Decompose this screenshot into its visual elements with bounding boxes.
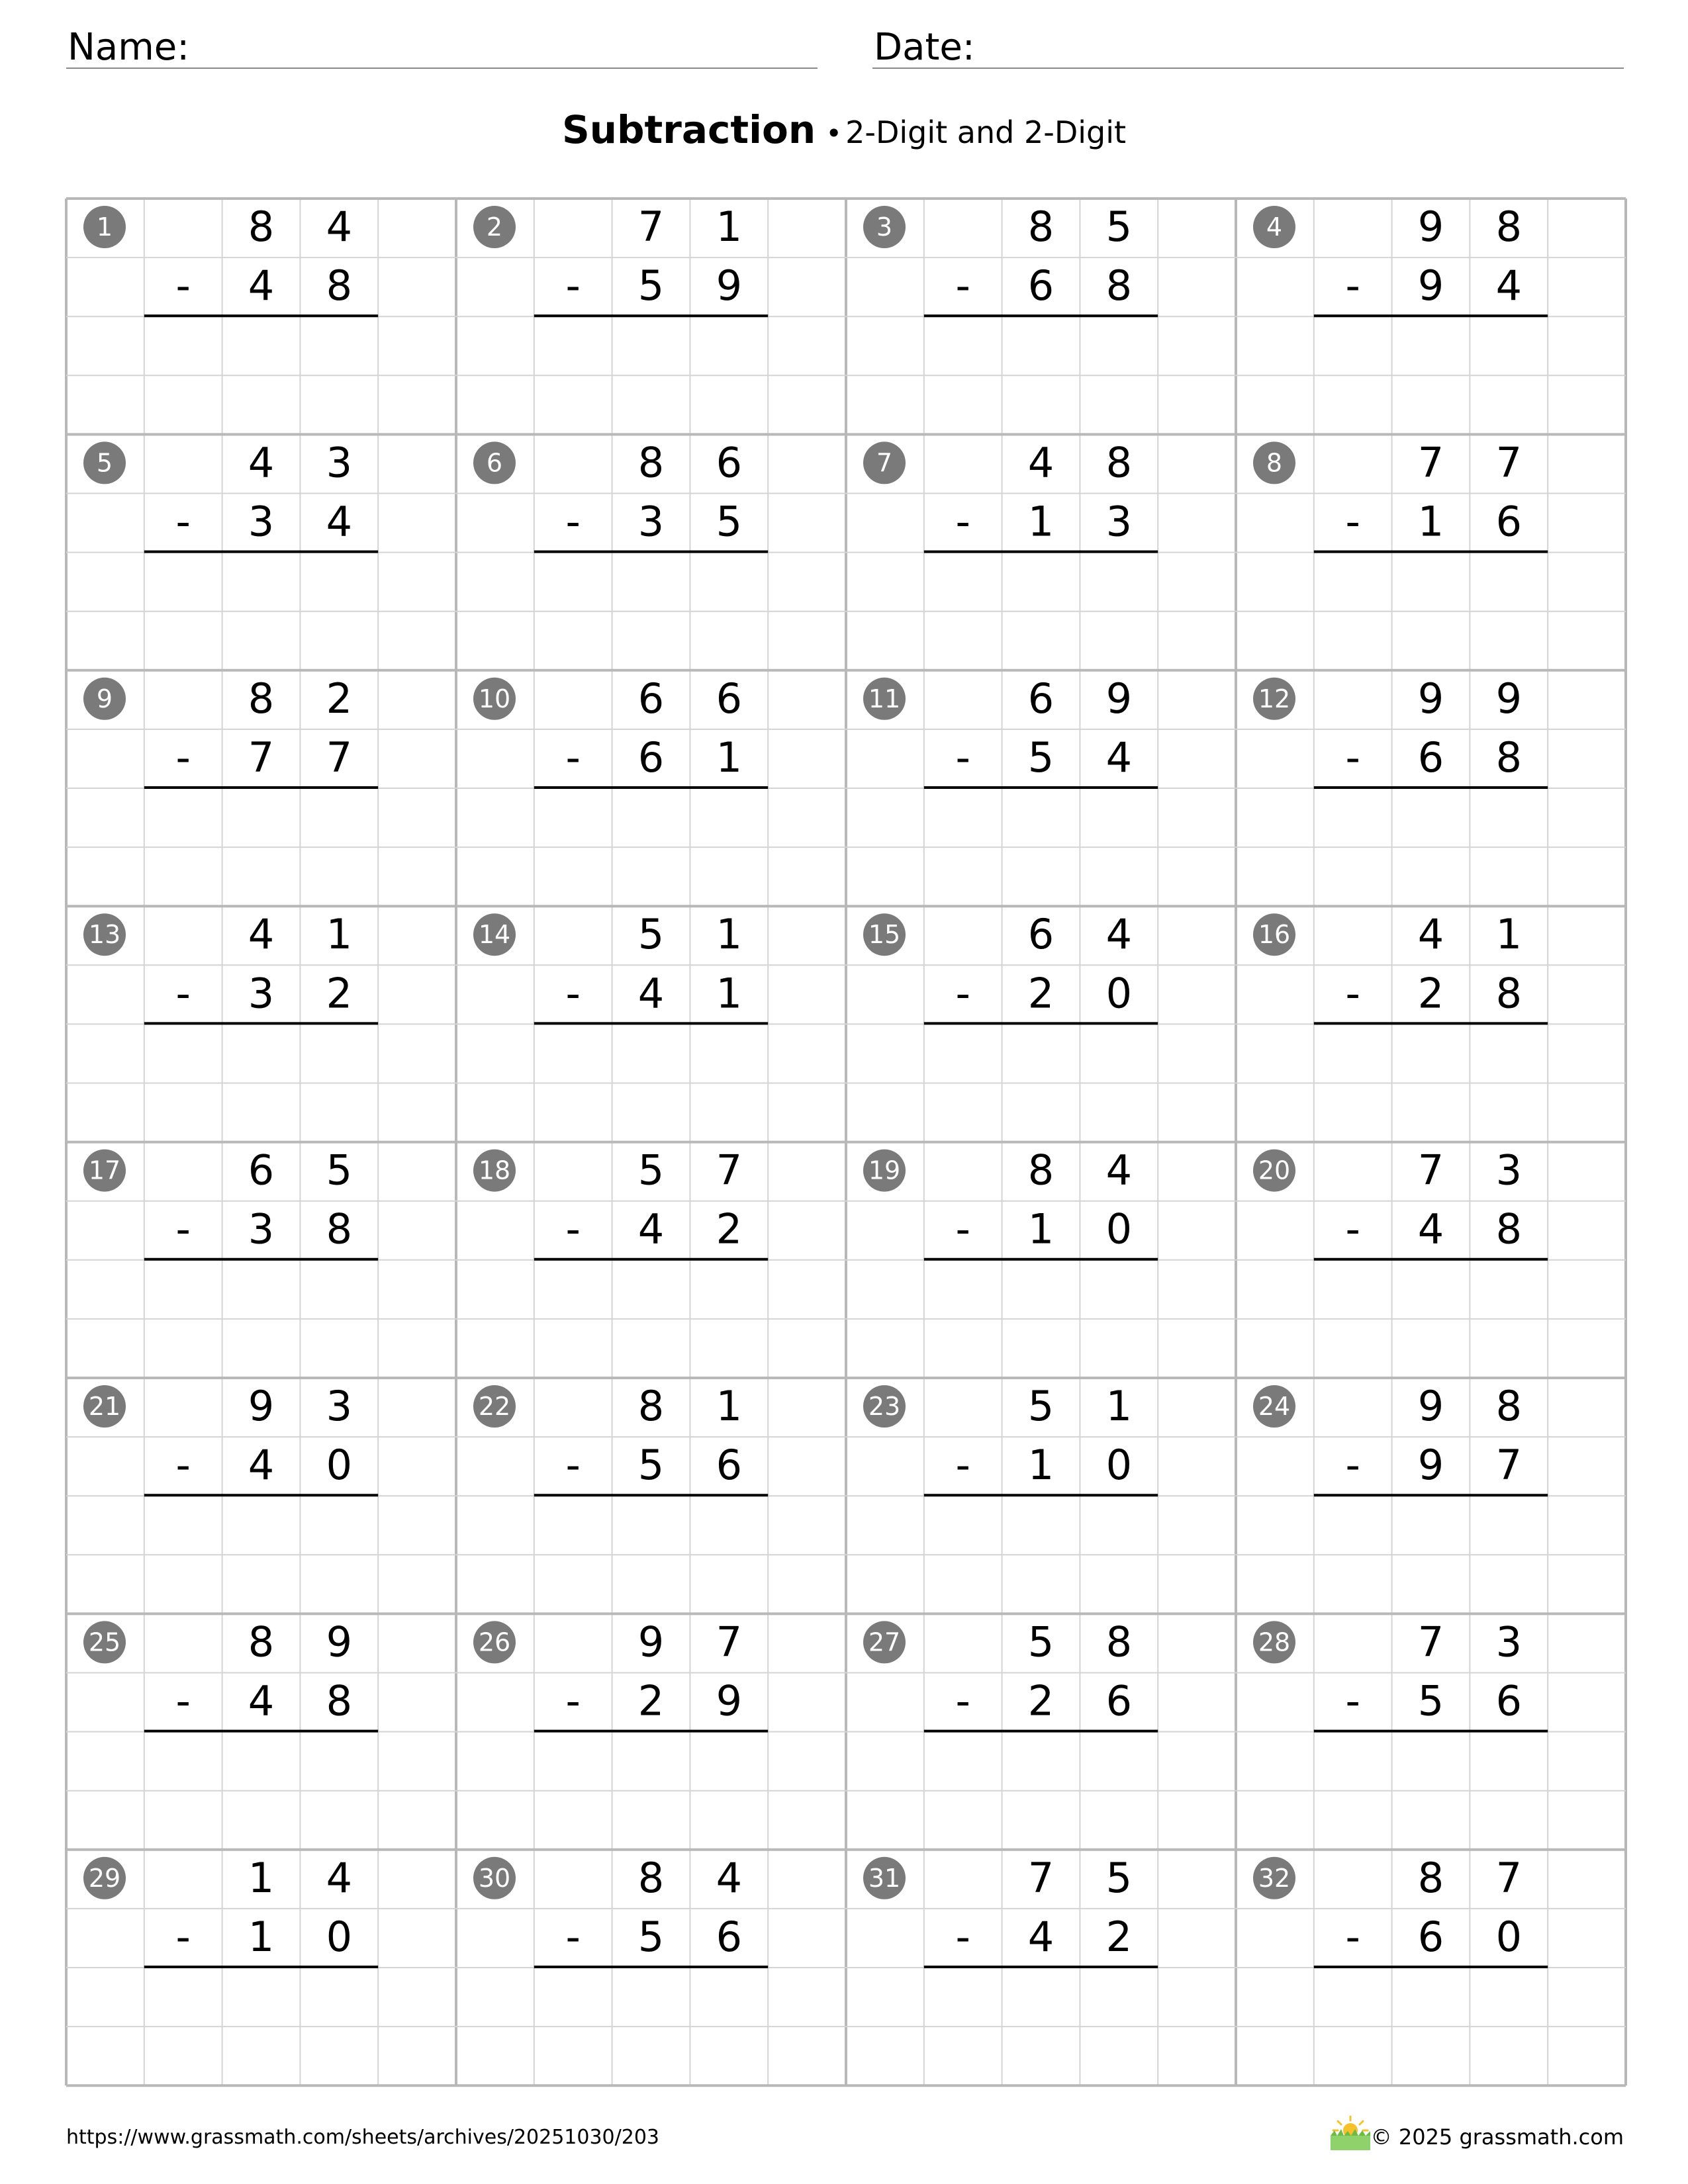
minuend-digit: 5 <box>326 1146 353 1195</box>
minuend-digit: 1 <box>716 1382 743 1430</box>
subtrahend-digit: 4 <box>637 969 665 1018</box>
minuend-digit: 7 <box>1027 1853 1055 1902</box>
minuend-digit: 6 <box>1027 674 1055 723</box>
subtrahend-digit: 0 <box>1105 1441 1133 1490</box>
problem-number: 5 <box>96 448 113 478</box>
minuend-digit: 7 <box>1417 1146 1444 1195</box>
problem-number: 9 <box>96 684 113 713</box>
minuend-digit: 9 <box>1417 203 1444 251</box>
problem-number: 2 <box>486 212 503 242</box>
subtrahend-digit: 5 <box>637 1912 665 1961</box>
minuend-digit: 4 <box>716 1853 743 1902</box>
problem-number: 27 <box>868 1627 901 1657</box>
problem-number: 13 <box>88 920 121 950</box>
minuend-digit: 4 <box>1027 438 1055 487</box>
date-label: Date: <box>874 26 975 69</box>
subtrahend-digit: 3 <box>248 969 275 1018</box>
subtrahend-digit: 2 <box>1027 1676 1055 1725</box>
subtrahend-digit: 9 <box>716 261 743 310</box>
minus-sign: - <box>955 1676 970 1725</box>
minuend-digit: 7 <box>716 1146 743 1195</box>
minuend-digit: 4 <box>248 910 275 959</box>
minuend-digit: 1 <box>326 910 353 959</box>
problem-number: 19 <box>868 1156 901 1185</box>
minus-sign: - <box>1345 1676 1360 1725</box>
minus-sign: - <box>565 733 581 782</box>
subtrahend-digit: 1 <box>1027 497 1055 546</box>
minuend-digit: 6 <box>248 1146 275 1195</box>
minus-sign: - <box>565 261 581 310</box>
minuend-digit: 7 <box>1417 1617 1444 1666</box>
minus-sign: - <box>175 1676 191 1725</box>
problem-number: 11 <box>868 684 901 713</box>
subtrahend-digit: 2 <box>637 1676 665 1725</box>
minus-sign: - <box>1345 497 1360 546</box>
subtrahend-digit: 2 <box>1027 969 1055 1018</box>
subtrahend-digit: 4 <box>248 1676 275 1725</box>
subtrahend-digit: 3 <box>1105 497 1133 546</box>
minuend-digit: 3 <box>1495 1146 1523 1195</box>
minuend-digit: 4 <box>326 1853 353 1902</box>
minuend-digit: 4 <box>1105 1146 1133 1195</box>
minus-sign: - <box>955 1205 970 1253</box>
subtrahend-digit: 1 <box>716 969 743 1018</box>
name-label: Name: <box>68 26 190 69</box>
subtrahend-digit: 8 <box>1495 733 1523 782</box>
problem-number: 8 <box>1266 448 1283 478</box>
minuend-digit: 7 <box>1495 1853 1523 1902</box>
minuend-digit: 8 <box>1417 1853 1444 1902</box>
minuend-digit: 8 <box>637 438 665 487</box>
minuend-digit: 8 <box>637 1853 665 1902</box>
subtrahend-digit: 7 <box>326 733 353 782</box>
minuend-digit: 7 <box>716 1617 743 1666</box>
subtrahend-digit: 9 <box>716 1676 743 1725</box>
minuend-digit: 4 <box>326 203 353 251</box>
subtrahend-digit: 5 <box>1417 1676 1444 1725</box>
minus-sign: - <box>955 1441 970 1490</box>
minus-sign: - <box>955 969 970 1018</box>
minus-sign: - <box>565 497 581 546</box>
minuend-digit: 5 <box>1027 1617 1055 1666</box>
subtrahend-digit: 4 <box>637 1205 665 1253</box>
minuend-digit: 9 <box>1417 1382 1444 1430</box>
subtrahend-digit: 1 <box>1027 1441 1055 1490</box>
footer-url: https://www.grassmath.com/sheets/archives/20251030/203 <box>66 2126 660 2149</box>
minuend-digit: 4 <box>1105 910 1133 959</box>
minus-sign: - <box>1345 733 1360 782</box>
subtrahend-digit: 7 <box>1495 1441 1523 1490</box>
minuend-digit: 8 <box>1495 203 1523 251</box>
minuend-digit: 9 <box>637 1617 665 1666</box>
minuend-digit: 7 <box>637 203 665 251</box>
minuend-digit: 9 <box>1105 674 1133 723</box>
problem-number: 29 <box>88 1863 121 1893</box>
minus-sign: - <box>565 969 581 1018</box>
subtrahend-digit: 8 <box>326 1676 353 1725</box>
subtrahend-digit: 4 <box>248 261 275 310</box>
subtrahend-digit: 2 <box>326 969 353 1018</box>
subtrahend-digit: 0 <box>326 1441 353 1490</box>
problem-number: 17 <box>88 1156 121 1185</box>
subtrahend-digit: 6 <box>637 733 665 782</box>
subtrahend-digit: 1 <box>716 733 743 782</box>
minuend-digit: 3 <box>326 438 353 487</box>
minus-sign: - <box>175 733 191 782</box>
subtrahend-digit: 8 <box>1495 1205 1523 1253</box>
minuend-digit: 9 <box>1495 674 1523 723</box>
minus-sign: - <box>955 733 970 782</box>
subtrahend-digit: 0 <box>1495 1912 1523 1961</box>
subtrahend-digit: 0 <box>1105 969 1133 1018</box>
minuend-digit: 8 <box>248 203 275 251</box>
subtrahend-digit: 5 <box>637 1441 665 1490</box>
problem-number: 26 <box>478 1627 511 1657</box>
subtrahend-digit: 8 <box>1495 969 1523 1018</box>
problem-number: 28 <box>1258 1627 1291 1657</box>
problem-number: 20 <box>1258 1156 1291 1185</box>
minuend-digit: 3 <box>326 1382 353 1430</box>
problem-number: 3 <box>876 212 893 242</box>
problem-number: 23 <box>868 1392 901 1421</box>
minus-sign: - <box>565 1441 581 1490</box>
subtrahend-digit: 6 <box>1105 1676 1133 1725</box>
subtrahend-digit: 6 <box>1417 733 1444 782</box>
problem-number: 1 <box>96 212 113 242</box>
problem-number: 10 <box>478 684 511 713</box>
subtrahend-digit: 5 <box>1027 733 1055 782</box>
problem-number: 25 <box>88 1627 121 1657</box>
subtrahend-digit: 6 <box>716 1912 743 1961</box>
minuend-digit: 9 <box>326 1617 353 1666</box>
minus-sign: - <box>1345 969 1360 1018</box>
problem-number: 4 <box>1266 212 1283 242</box>
minuend-digit: 8 <box>1495 1382 1523 1430</box>
subtrahend-digit: 8 <box>326 1205 353 1253</box>
minuend-digit: 1 <box>1495 910 1523 959</box>
subtrahend-digit: 6 <box>1417 1912 1444 1961</box>
minuend-digit: 8 <box>1027 203 1055 251</box>
minus-sign: - <box>1345 261 1360 310</box>
minuend-digit: 3 <box>1495 1617 1523 1666</box>
subtrahend-digit: 1 <box>1027 1205 1055 1253</box>
minus-sign: - <box>955 261 970 310</box>
problem-number: 30 <box>478 1863 511 1893</box>
minuend-digit: 6 <box>716 438 743 487</box>
problem-number: 24 <box>1258 1392 1291 1421</box>
problem-number: 14 <box>478 920 511 950</box>
subtrahend-digit: 2 <box>716 1205 743 1253</box>
minuend-digit: 8 <box>1105 438 1133 487</box>
subtrahend-digit: 9 <box>1417 1441 1444 1490</box>
minus-sign: - <box>565 1912 581 1961</box>
minuend-digit: 5 <box>637 910 665 959</box>
minuend-digit: 8 <box>1027 1146 1055 1195</box>
minuend-digit: 2 <box>326 674 353 723</box>
subtrahend-digit: 3 <box>637 497 665 546</box>
grassmath-logo-icon <box>1329 2115 1372 2152</box>
minuend-digit: 1 <box>1105 1382 1133 1430</box>
subtrahend-digit: 6 <box>1495 497 1523 546</box>
subtrahend-digit: 4 <box>1027 1912 1055 1961</box>
subtrahend-digit: 4 <box>1105 733 1133 782</box>
problem-number: 32 <box>1258 1863 1291 1893</box>
subtrahend-digit: 1 <box>248 1912 275 1961</box>
minuend-digit: 8 <box>248 1617 275 1666</box>
subtrahend-digit: 6 <box>1495 1676 1523 1725</box>
subtrahend-digit: 5 <box>716 497 743 546</box>
subtrahend-digit: 1 <box>1417 497 1444 546</box>
subtrahend-digit: 9 <box>1417 261 1444 310</box>
subtrahend-digit: 2 <box>1105 1912 1133 1961</box>
minuend-digit: 6 <box>716 674 743 723</box>
minuend-digit: 1 <box>716 203 743 251</box>
title-sub: 2-Digit and 2-Digit <box>845 114 1127 150</box>
subtrahend-digit: 6 <box>1027 261 1055 310</box>
subtrahend-digit: 4 <box>1417 1205 1444 1253</box>
footer-copyright: © 2025 grassmath.com <box>1370 2124 1624 2150</box>
problem-number: 18 <box>478 1156 511 1185</box>
problem-number: 7 <box>876 448 893 478</box>
problem-number: 31 <box>868 1863 901 1893</box>
problem-number: 12 <box>1258 684 1291 713</box>
subtrahend-digit: 6 <box>716 1441 743 1490</box>
minuend-digit: 8 <box>637 1382 665 1430</box>
subtrahend-digit: 5 <box>637 261 665 310</box>
minuend-digit: 1 <box>716 910 743 959</box>
title-main: Subtraction <box>561 107 816 152</box>
problem-number: 21 <box>88 1392 121 1421</box>
subtrahend-digit: 7 <box>248 733 275 782</box>
minus-sign: - <box>565 1205 581 1253</box>
minuend-digit: 7 <box>1417 438 1444 487</box>
subtrahend-digit: 2 <box>1417 969 1444 1018</box>
minuend-digit: 7 <box>1495 438 1523 487</box>
minuend-digit: 6 <box>637 674 665 723</box>
minus-sign: - <box>1345 1912 1360 1961</box>
problem-number: 6 <box>486 448 503 478</box>
minus-sign: - <box>175 261 191 310</box>
subtrahend-digit: 4 <box>326 497 353 546</box>
minuend-digit: 8 <box>1105 1617 1133 1666</box>
minuend-digit: 5 <box>1027 1382 1055 1430</box>
minus-sign: - <box>1345 1441 1360 1490</box>
minuend-digit: 9 <box>248 1382 275 1430</box>
problem-number: 15 <box>868 920 901 950</box>
minus-sign: - <box>175 497 191 546</box>
minuend-digit: 5 <box>1105 203 1133 251</box>
problem-number: 22 <box>478 1392 511 1421</box>
problem-number: 16 <box>1258 920 1291 950</box>
minus-sign: - <box>175 969 191 1018</box>
minuend-digit: 5 <box>1105 1853 1133 1902</box>
minus-sign: - <box>175 1912 191 1961</box>
title-bullet: • <box>825 117 842 150</box>
minus-sign: - <box>955 1912 970 1961</box>
subtrahend-digit: 8 <box>1105 261 1133 310</box>
minuend-digit: 1 <box>248 1853 275 1902</box>
minus-sign: - <box>175 1441 191 1490</box>
subtrahend-digit: 8 <box>326 261 353 310</box>
subtrahend-digit: 4 <box>1495 261 1523 310</box>
minuend-digit: 9 <box>1417 674 1444 723</box>
minuend-digit: 4 <box>248 438 275 487</box>
minus-sign: - <box>565 1676 581 1725</box>
minuend-digit: 4 <box>1417 910 1444 959</box>
subtrahend-digit: 3 <box>248 497 275 546</box>
minuend-digit: 5 <box>637 1146 665 1195</box>
subtrahend-digit: 3 <box>248 1205 275 1253</box>
subtrahend-digit: 0 <box>326 1912 353 1961</box>
minus-sign: - <box>955 497 970 546</box>
minuend-digit: 8 <box>248 674 275 723</box>
minus-sign: - <box>1345 1205 1360 1253</box>
subtrahend-digit: 0 <box>1105 1205 1133 1253</box>
subtrahend-digit: 4 <box>248 1441 275 1490</box>
minus-sign: - <box>175 1205 191 1253</box>
minuend-digit: 6 <box>1027 910 1055 959</box>
